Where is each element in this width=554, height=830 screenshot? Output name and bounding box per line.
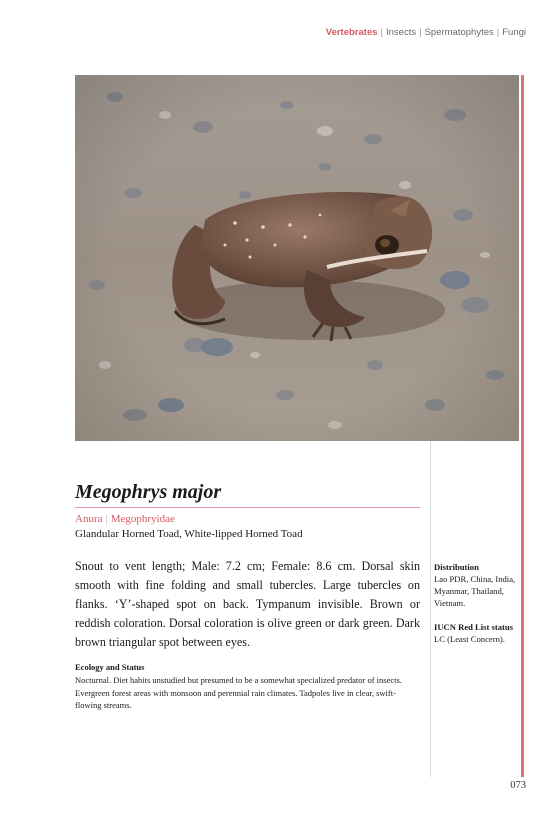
taxonomy-order: Anura bbox=[75, 513, 103, 525]
title-rule bbox=[75, 507, 420, 508]
common-names: Glandular Horned Toad, White-lipped Horned Toad bbox=[75, 528, 303, 540]
taxonomy-family: Megophryidae bbox=[110, 513, 175, 525]
species-title: Megophrys major bbox=[75, 481, 222, 503]
ecology-section bbox=[75, 662, 420, 712]
species-photo bbox=[75, 75, 519, 441]
distribution-text: Lao PDR, China, India, Myanmar, Thailand, Vietnam. bbox=[434, 574, 516, 608]
column-divider bbox=[430, 441, 431, 777]
iucn-block bbox=[434, 622, 520, 645]
taxonomy-separator: | bbox=[105, 513, 108, 525]
nav-item-spermatophytes[interactable]: Spermatophytes bbox=[424, 27, 494, 38]
nav-item-vertebrates[interactable]: Vertebrates bbox=[325, 27, 378, 38]
distribution-heading: Distribution bbox=[434, 562, 479, 572]
taxonomy-line bbox=[75, 513, 175, 525]
nav-item-fungi[interactable]: Fungi bbox=[502, 27, 526, 38]
species-description: Snout to vent length; Male: 7.2 cm; Female: 8.6 cm. Dorsal skin smooth with fine folding and small tubercles. Large tubercles on flanks. ‘Y’-shaped spot on back. Tympanum invisible. Brown or reddish coloration. Dorsal coloration is olive green or dark green. Dark brown triangular spot between eyes. bbox=[75, 559, 420, 649]
iucn-heading: IUCN Red List status bbox=[434, 622, 514, 632]
nav-item-insects[interactable]: Insects bbox=[386, 27, 417, 38]
nav-separator: | bbox=[380, 27, 383, 38]
nav-separator: | bbox=[419, 27, 422, 38]
ecology-text: Nocturnal. Diet habits unstudied but presumed to be a somewhat specialized predator of insects. Evergreen forest areas with monsoon and perennial rain climates. Tadpoles live in clear, swift-flowing streams. bbox=[75, 675, 402, 710]
accent-bar bbox=[521, 75, 524, 777]
section-nav bbox=[326, 27, 526, 38]
page-number: 073 bbox=[510, 780, 526, 791]
distribution-block bbox=[434, 562, 520, 609]
nav-separator: | bbox=[496, 27, 500, 38]
info-sidebar bbox=[434, 562, 520, 658]
ecology-heading: Ecology and Status bbox=[75, 662, 145, 672]
iucn-text: LC (Least Concern). bbox=[434, 634, 505, 644]
